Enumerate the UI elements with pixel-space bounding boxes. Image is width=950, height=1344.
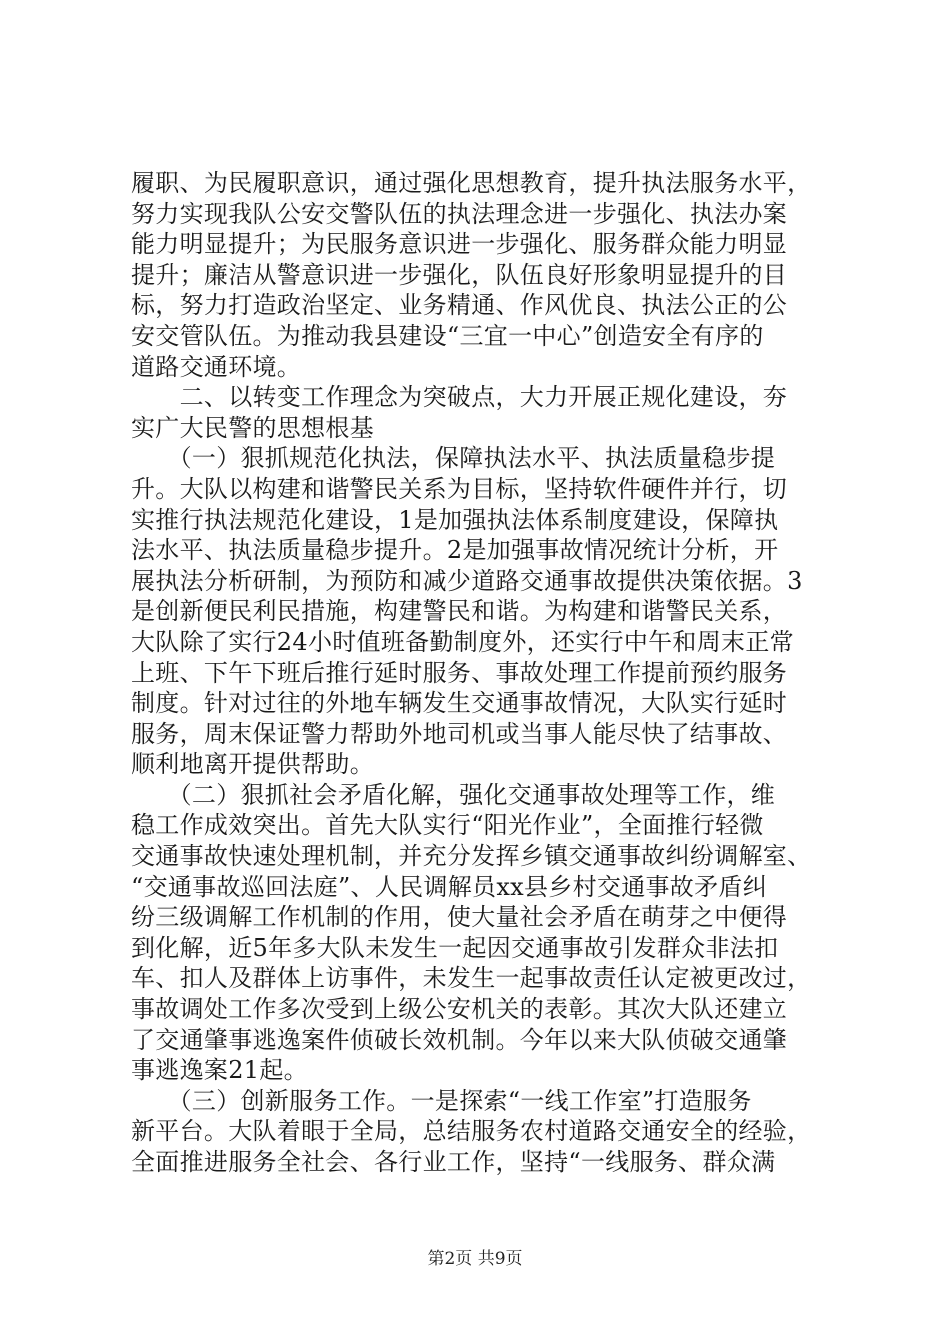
- text-line: 上班、下午下班后推行延时服务、事故处理工作提前预约服务: [131, 658, 788, 687]
- text-line: 事故调处工作多次受到上级公安机关的表彰。其次大队还建立: [131, 995, 788, 1024]
- text-line: 努力实现我队公安交警队伍的执法理念进一步强化、执法办案: [131, 199, 788, 228]
- text-line: 新平台。大队着眼于全局，总结服务农村道路交通安全的经验，: [131, 1117, 812, 1146]
- text-line: （三）创新服务工作。一是探索“一线工作室”打造服务: [131, 1086, 752, 1115]
- text-line: 履职、为民履职意识，通过强化思想教育，提升执法服务水平，: [131, 169, 812, 197]
- text-line: 服务，周末保证警力帮助外地司机或当事人能尽快了结事故、: [131, 719, 788, 748]
- text-line: 稳工作成效突出。首先大队实行“阳光作业”，全面推行轻微: [131, 811, 764, 840]
- text-line: 法水平、执法质量稳步提升。2是加强事故情况统计分析，开: [131, 536, 779, 565]
- text-line: 全面推进服务全社会、各行业工作，坚持“一线服务、群众满: [131, 1148, 776, 1176]
- page-footer: 第2页 共9页: [427, 1249, 523, 1269]
- text-line: 事逃逸案21起。: [131, 1056, 308, 1085]
- text-line: 顺利地离开提供帮助。: [131, 750, 374, 779]
- text-line: 了交通肇事逃逸案件侦破长效机制。今年以来大队侦破交通肇: [131, 1025, 788, 1054]
- text-line: 制度。针对过往的外地车辆发生交通事故情况，大队实行延时: [131, 689, 788, 718]
- text-line: 车、扣人及群体上访事件，未发生一起事故责任认定被更改过，: [131, 964, 812, 993]
- document-body: [131, 168, 831, 1178]
- text-line: 安交管队伍。为推动我县建设“三宜一中心”创造安全有序的: [131, 321, 764, 350]
- text-line: 升。大队以构建和谐警民关系为目标，坚持软件硬件并行，切: [131, 474, 788, 503]
- text-line: （二）狠抓社会矛盾化解，强化交通事故处理等工作，维: [131, 780, 776, 809]
- text-line: 实推行执法规范化建设，1是加强执法体系制度建设，保障执: [131, 505, 779, 534]
- text-line: “交通事故巡回法庭”、人民调解员xx县乡村交通事故矛盾纠: [131, 872, 768, 901]
- text-line: 纷三级调解工作机制的作用，使大量社会矛盾在萌芽之中便得: [131, 903, 788, 932]
- text-line: 标，努力打造政治坚定、业务精通、作风优良、执法公正的公: [131, 291, 788, 320]
- text-line: 提升；廉洁从警意识进一步强化，队伍良好形象明显提升的目: [131, 260, 788, 289]
- text-line: 展执法分析研制，为预防和减少道路交通事故提供决策依据。3: [131, 566, 803, 595]
- text-line: 到化解，近5年多大队未发生一起因交通事故引发群众非法扣: [131, 933, 779, 962]
- text-line: （一）狠抓规范化执法，保障执法水平、执法质量稳步提: [131, 444, 776, 473]
- text-line: 道路交通环境。: [131, 352, 302, 381]
- text-line: 实广大民警的思想根基: [131, 413, 374, 442]
- text-line: 能力明显提升；为民服务意识进一步强化、服务群众能力明显: [131, 230, 788, 259]
- text-line: 交通事故快速处理机制，并充分发挥乡镇交通事故纠纷调解室、: [131, 842, 812, 871]
- text-line: 是创新便民利民措施，构建警民和谐。为构建和谐警民关系，: [131, 597, 788, 626]
- text-line: 大队除了实行24小时值班备勤制度外，还实行中午和周末正常: [131, 627, 794, 656]
- text-line: 二、以转变工作理念为突破点，大力开展正规化建设，夯: [131, 383, 788, 412]
